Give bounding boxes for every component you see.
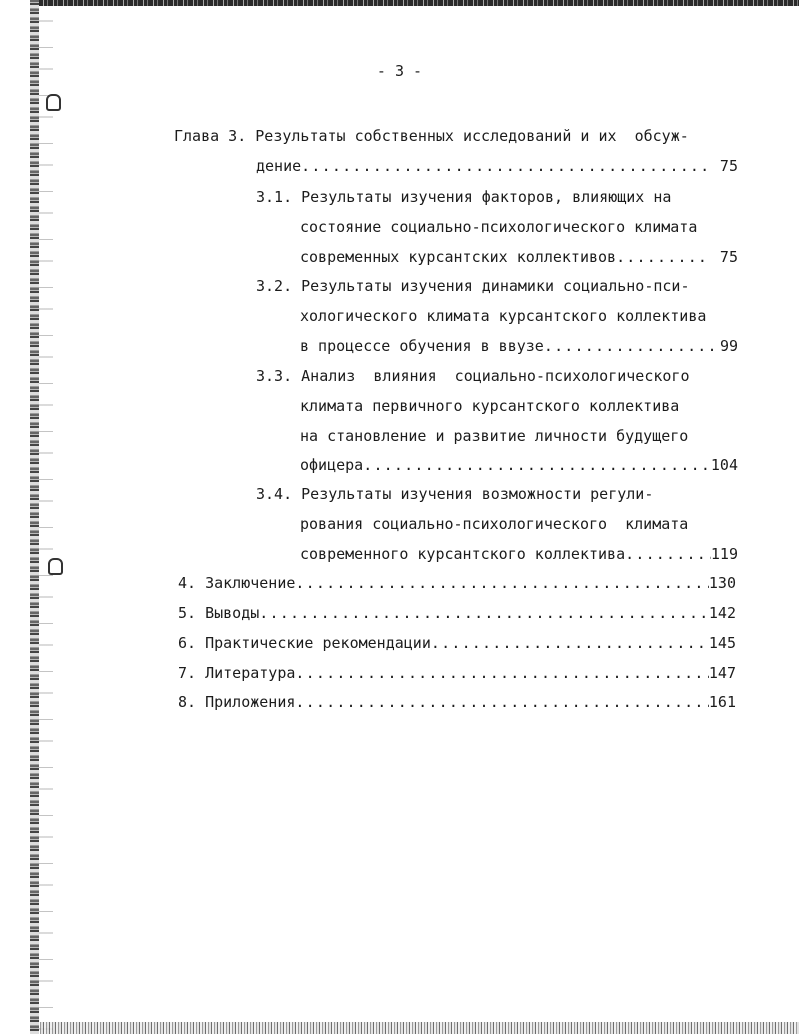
page-number: - 3 - xyxy=(376,62,423,80)
toc-page-number: 161 xyxy=(708,693,736,711)
binding-hole-mark xyxy=(48,558,63,575)
toc-entry xyxy=(300,456,738,474)
toc-section-line: 3.3. Анализ влияния социально-психологического xyxy=(256,367,690,385)
toc-page-number: 147 xyxy=(708,664,736,682)
toc-entry xyxy=(178,664,736,682)
toc-section-line: рования социально-психологического климата xyxy=(300,515,689,533)
toc-entry xyxy=(178,574,736,592)
toc-section-line: климата первичного курсантского коллектива xyxy=(300,397,680,415)
scan-edge-left-shadow xyxy=(39,0,53,1034)
leader-dots xyxy=(259,604,709,622)
binding-hole-mark xyxy=(46,94,61,111)
toc-page-number: 130 xyxy=(708,574,736,592)
toc-entry-text: современного курсантского коллектива xyxy=(300,545,626,563)
toc-entry xyxy=(300,337,738,355)
toc-page-number: 75 xyxy=(710,248,738,266)
toc-entry-text: 7. Литература xyxy=(178,664,296,682)
toc-entry xyxy=(178,604,736,622)
toc-section-line: 3.4. Результаты изучения возможности регули- xyxy=(256,485,654,503)
scan-edge-top xyxy=(34,0,799,6)
toc-entry xyxy=(300,545,738,563)
toc-entry-text: в процессе обучения в ввузе xyxy=(300,337,544,355)
toc-entry-text: 8. Приложения xyxy=(178,693,296,711)
leader-dots xyxy=(544,337,720,355)
leader-dots xyxy=(295,574,709,592)
toc-entry-text: современных курсантских коллективов xyxy=(300,248,617,266)
leader-dots xyxy=(295,664,709,682)
toc-entry xyxy=(300,248,738,266)
toc-entry xyxy=(178,693,736,711)
leader-dots xyxy=(616,248,711,266)
toc-page-number: 119 xyxy=(710,545,738,563)
toc-section-line: 3.2. Результаты изучения динамики социально-пси- xyxy=(256,277,690,295)
leader-dots xyxy=(295,693,709,711)
toc-entry-text: дение xyxy=(256,157,302,175)
toc-page-number: 145 xyxy=(708,634,736,652)
toc-entry-text: 5. Выводы xyxy=(178,604,260,622)
toc-section-line: состояние социально-психологического климата xyxy=(300,218,698,236)
toc-entry xyxy=(178,634,736,652)
toc-chapter-3-title: Глава 3. Результаты собственных исследований и их обсуж- xyxy=(174,127,689,145)
toc-page-number: 104 xyxy=(710,456,738,474)
leader-dots xyxy=(301,157,711,175)
toc-page-number: 142 xyxy=(708,604,736,622)
toc-entry-text: 4. Заключение xyxy=(178,574,296,592)
toc-entry-text: 6. Практические рекомендации xyxy=(178,634,431,652)
leader-dots xyxy=(625,545,711,563)
toc-section-line: на становление и развитие личности будущего xyxy=(300,427,689,445)
leader-dots xyxy=(363,456,711,474)
toc-section-line: хологического климата курсантского коллектива xyxy=(300,307,707,325)
toc-section-line: 3.1. Результаты изучения факторов, влияющих на xyxy=(256,188,672,206)
leader-dots xyxy=(431,634,709,652)
toc-entry-text: офицера xyxy=(300,456,364,474)
scan-edge-bottom xyxy=(40,1022,799,1034)
scan-edge-left xyxy=(30,0,39,1034)
toc-entry xyxy=(256,157,738,175)
toc-page-number: 75 xyxy=(710,157,738,175)
toc-page-number: 99 xyxy=(719,337,738,355)
